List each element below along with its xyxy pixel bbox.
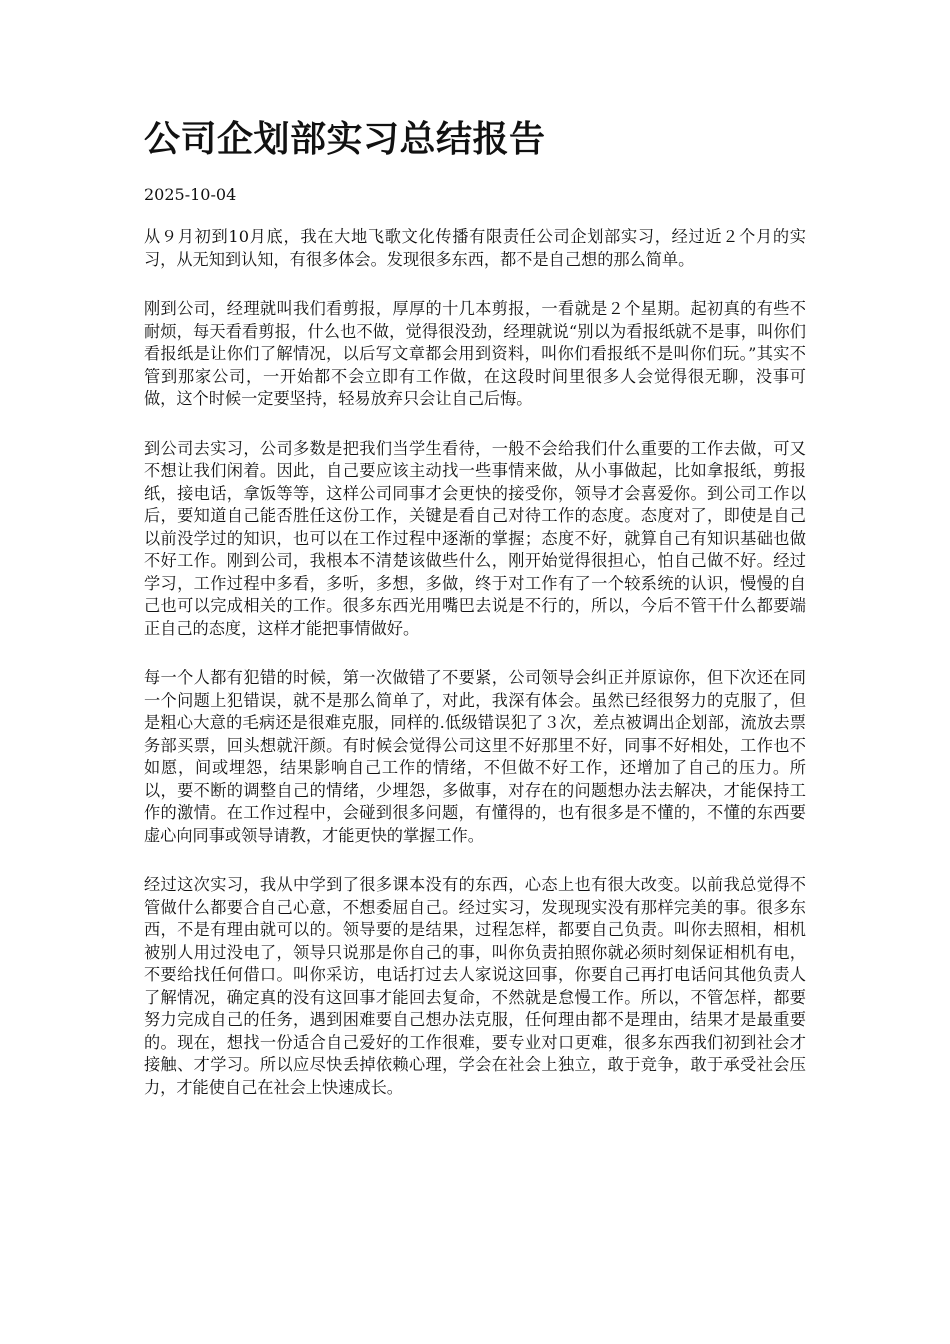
paragraph-1: 从９月初到10月底，我在大地飞歌文化传播有限责任公司企划部实习，经过近２个月的实习，从无知到认知，有很多体会。发现很多东西，都不是自己想的那么简单。 [144,227,806,269]
document-body [144,226,806,1099]
paragraph-2: 刚到公司，经理就叫我们看剪报，厚厚的十几本剪报，一看就是２个星期。起初真的有些不耐烦，每天看看剪报，什么也不做，觉得很没劲，经理就说“别以为看报纸就不是事，叫你们看报纸是让你们了解情况，以后写文章都会用到资料，叫你们看报纸不是叫你们玩。”其实不管到那家公司，一开始都不会立即有工作做，在这段时间里很多人会觉得很无聊，没事可做，这个时候一定要坚持，轻易放弃只会让自己后悔。 [144,299,806,408]
paragraph-5: 经过这次实习，我从中学到了很多课本没有的东西，心态上也有很大改变。以前我总觉得不管做什么都要合自己心意，不想委屈自己。经过实习，发现现实没有那样完美的事。很多东西，不是有理由就可以的。领导要的是结果，过程怎样，都要自己负责。叫你去照相，相机被别人用过没电了，领导只说那是你自己的事，叫你负责拍照你就必须时刻保证相机有电，不要给找任何借口。叫你采访，电话打过去人家说这回事，你要自己再打电话问其他负责人了解情况，确定真的没有这回事才能回去复命，不然就是怠慢工作。所以，不管怎样，都要努力完成自己的任务，遇到困难要自己想办法克服，任何理由都不是理由，结果才是最重要的。现在，想找一份适合自己爱好的工作很难，要专业对口更难，很多东西我们初到社会才接触、才学习。所以应尽快丢掉依赖心理，学会在社会上独立，敢于竞争，敢于承受社会压力，才能使自己在社会上快速成长。 [144,875,806,1097]
document-page [144,112,806,1126]
paragraph-3: 到公司去实习，公司多数是把我们当学生看待，一般不会给我们什么重要的工作去做，可又不想让我们闲着。因此，自己要应该主动找一些事情来做，从小事做起，比如拿报纸，剪报纸，接电话，拿饭等等，这样公司同事才会更快的接受你，领导才会喜爱你。到公司工作以后，要知道自己能否胜任这份工作，关键是看自己对待工作的态度。态度对了，即使是自己以前没学过的知识，也可以在工作过程中逐渐的掌握；态度不好，就算自己有知识基础也做不好工作。刚到公司，我根本不清楚该做些什么，刚开始觉得很担心，怕自己做不好。经过学习，工作过程中多看，多听，多想，多做，终于对工作有了一个较系统的认识，慢慢的自己也可以完成相关的工作。很多东西光用嘴巴去说是不行的，所以，今后不管干什么都要端正自己的态度，这样才能把事情做好。 [144,438,806,638]
document-title: 公司企划部实习总结报告 [144,119,546,160]
paragraph-4: 每一个人都有犯错的时候，第一次做错了不要紧，公司领导会纠正并原谅你，但下次还在同一个问题上犯错误，就不是那么简单了，对此，我深有体会。虽然已经很努力的克服了，但是粗心大意的毛病还是很难克服，同样的.低级错误犯了３次，差点被调出企划部，流放去票务部买票，回头想就汗颜。有时候会觉得公司这里不好那里不好，同事不好相处，工作也不如愿，间或埋怨，结果影响自己工作的情绪，不但做不好工作，还增加了自己的压力。所以，要不断的调整自己的情绪，少埋怨，多做事，对存在的问题想办法去解决，才能保持工作的激情。在工作过程中，会碰到很多问题，有懂得的，也有很多是不懂的，不懂的东西要虚心向同事或领导请教，才能更快的掌握工作。 [144,668,806,845]
document-date: 2025-10-04 [144,185,237,204]
